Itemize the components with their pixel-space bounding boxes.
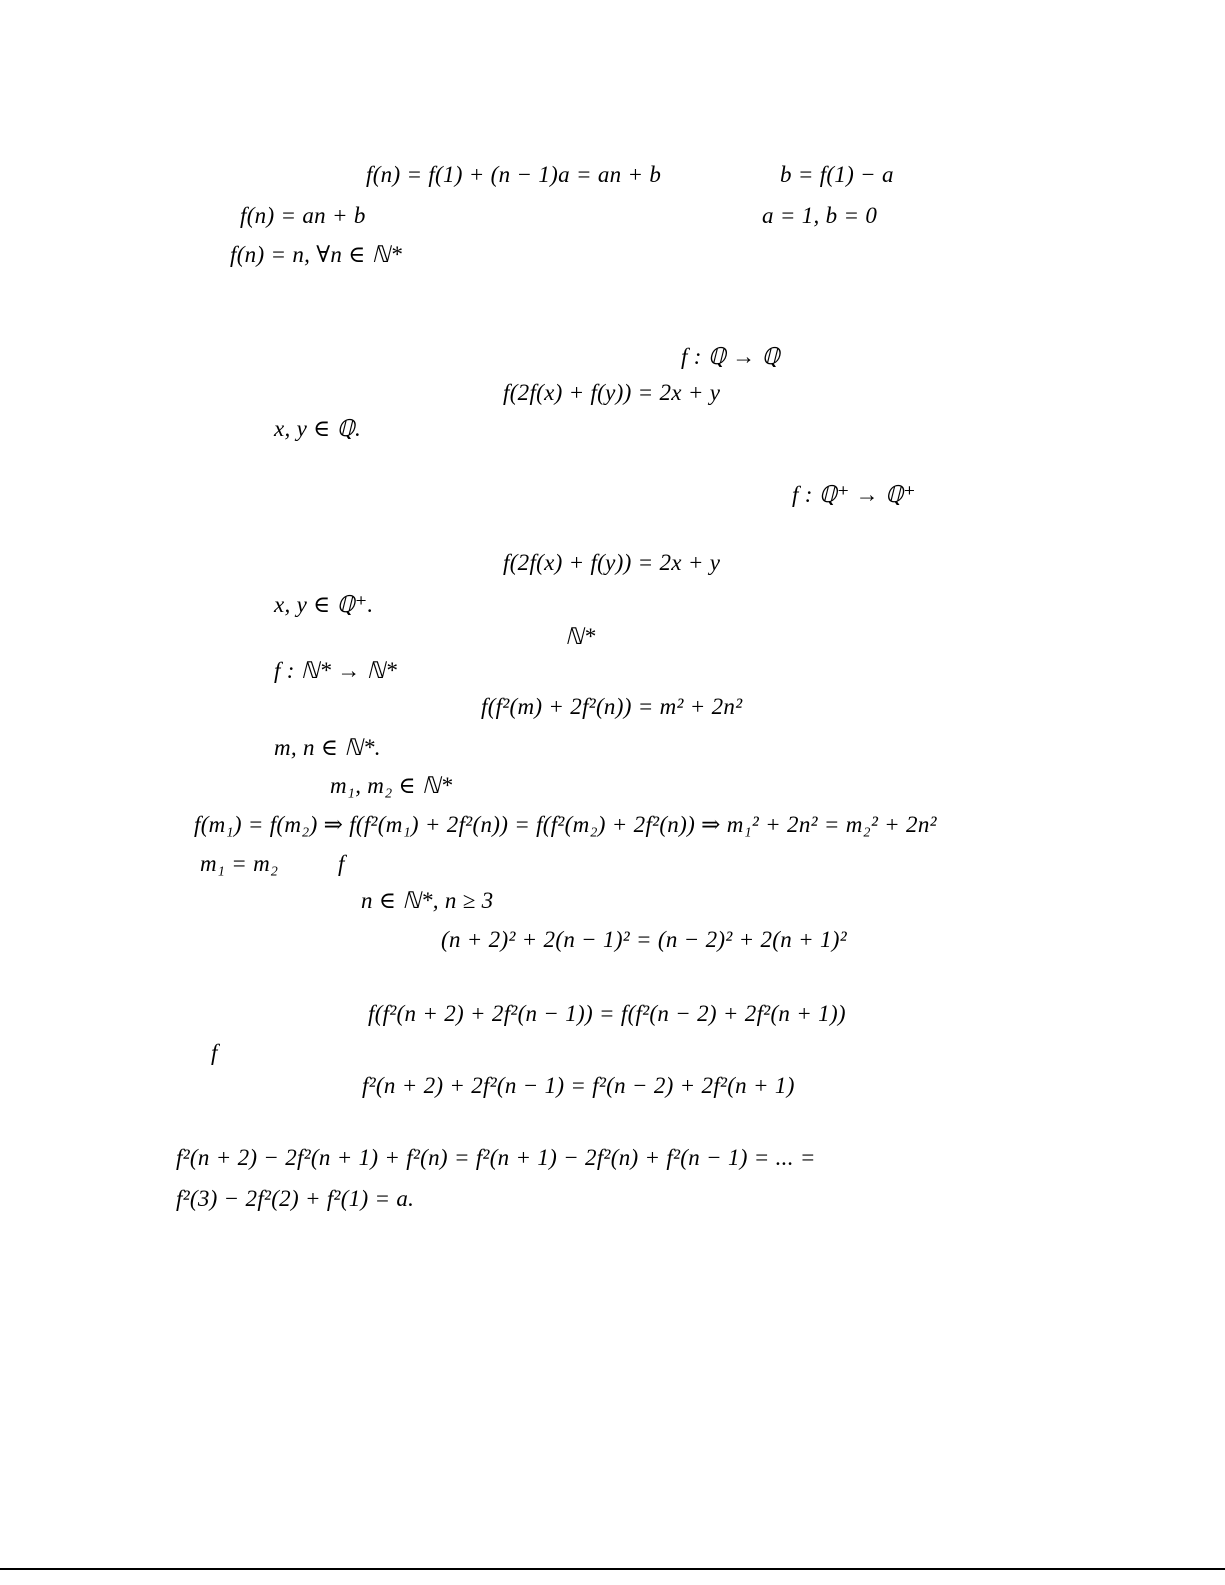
eq-f-squared-relation: f²(n + 2) + 2f²(n − 1) = f²(n − 2) + 2f²(n + 1) <box>362 1073 795 1098</box>
eq-f-symbol-1: f <box>338 851 345 876</box>
eq-n-ge-3: n ∈ ℕ*, n ≥ 3 <box>361 888 494 913</box>
page-bottom-rule <box>0 1568 1225 1570</box>
eq-functional-1: f(2f(x) + f(y)) = 2x + y <box>503 380 721 405</box>
eq-m1m2-in-N: m₁, m₂ ∈ ℕ* <box>330 773 453 798</box>
eq-mn-in-N: m, n ∈ ℕ*. <box>274 735 381 760</box>
eq-fn-linear: f(n) = an + b <box>240 203 366 228</box>
eq-f-Qplus-to-Qplus: f : ℚ⁺ → ℚ⁺ <box>792 482 916 507</box>
eq-xy-in-Q: x, y ∈ ℚ. <box>274 416 361 441</box>
eq-N-star: ℕ* <box>565 624 596 649</box>
eq-injectivity-chain: f(m₁) = f(m₂) ⇒ f(f²(m₁) + 2f²(n)) = f(f²(m₂) + 2f²(n)) ⇒ m₁² + 2n² = m₂² + 2n² <box>194 812 937 837</box>
eq-f-Q-to-Q: f : ℚ → ℚ <box>681 344 780 369</box>
eq-telescoping: f²(n + 2) − 2f²(n + 1) + f²(n) = f²(n + 1) − 2f²(n) + f²(n − 1) = ... = <box>176 1145 816 1170</box>
eq-fn-recurrence: f(n) = f(1) + (n − 1)a = an + b <box>366 162 662 187</box>
eq-functional-3: f(f²(m) + 2f²(n)) = m² + 2n² <box>481 694 743 719</box>
eq-f-symbol-2: f <box>211 1040 218 1065</box>
eq-square-identity: (n + 2)² + 2(n − 1)² = (n − 2)² + 2(n + 1)² <box>441 927 847 952</box>
eq-functional-2: f(2f(x) + f(y)) = 2x + y <box>503 550 721 575</box>
eq-telescoping-base: f²(3) − 2f²(2) + f²(1) = a. <box>176 1186 415 1211</box>
eq-xy-in-Qplus: x, y ∈ ℚ⁺. <box>274 592 374 617</box>
eq-f-of-sums: f(f²(n + 2) + 2f²(n − 1)) = f(f²(n − 2) + 2f²(n + 1)) <box>368 1001 846 1026</box>
eq-f-N-to-N: f : ℕ* → ℕ* <box>274 658 398 683</box>
eq-fn-identity: f(n) = n, ∀n ∈ ℕ* <box>230 242 403 267</box>
eq-m1-eq-m2: m₁ = m₂ <box>200 851 279 876</box>
eq-a-b-values: a = 1, b = 0 <box>762 203 878 228</box>
eq-b-def: b = f(1) − a <box>780 162 894 187</box>
